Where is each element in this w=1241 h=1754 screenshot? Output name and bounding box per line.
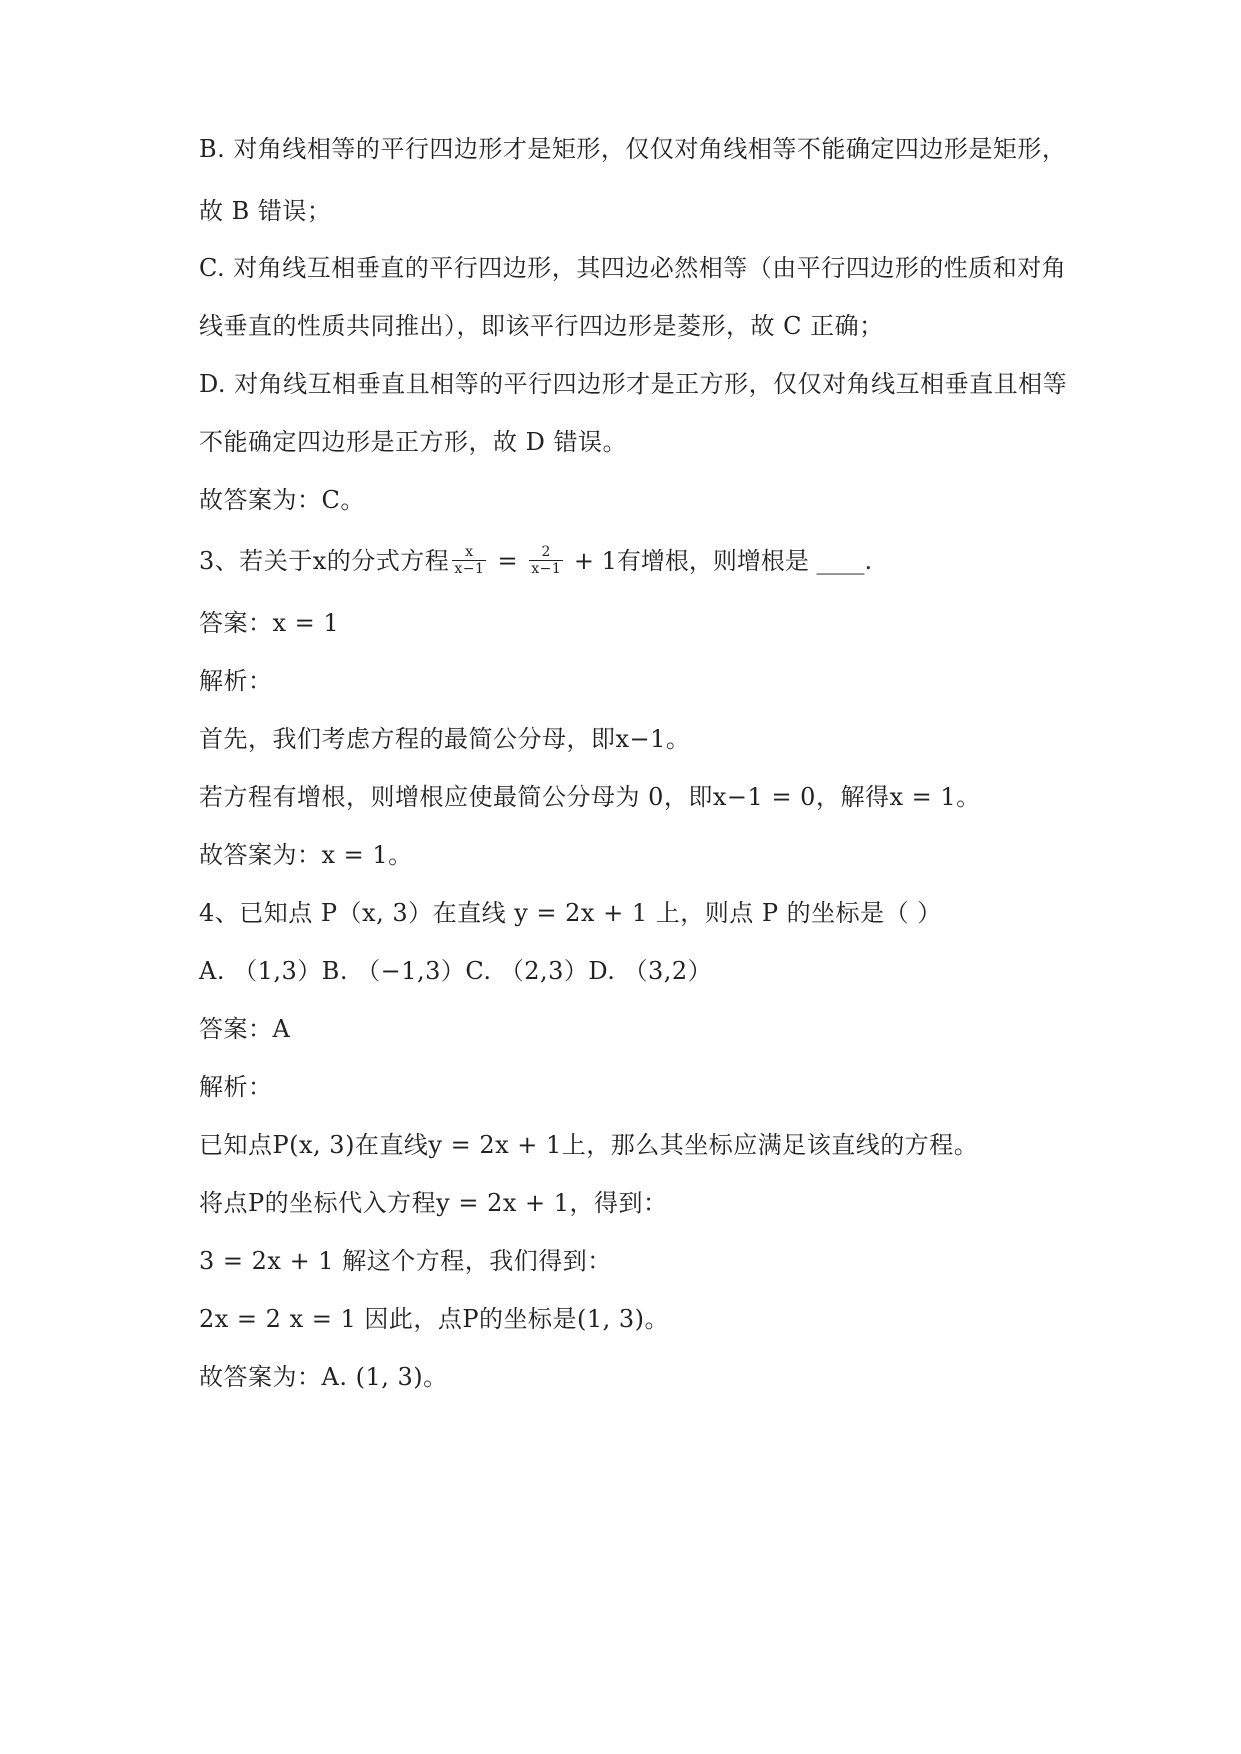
fraction-x-over-x-minus-1 bbox=[452, 544, 486, 577]
q4-analysis-step1: 已知点P(x, 3)在直线y = 2x + 1上，那么其坐标应满足该直线的方程。 bbox=[199, 1131, 979, 1159]
q4-options: A. （1,3）B. （−1,3）C. （2,3）D. （3,2） bbox=[199, 957, 713, 985]
q4-conclusion: 故答案为：A. (1, 3)。 bbox=[199, 1363, 448, 1391]
q4-analysis-step4: 2x = 2 x = 1 因此，点P的坐标是(1, 3)。 bbox=[199, 1305, 670, 1333]
q4-analysis-label: 解析： bbox=[199, 1073, 273, 1101]
question-4: 4、已知点 P（x, 3）在直线 y = 2x + 1 上，则点 P 的坐标是（ ） bbox=[199, 899, 942, 927]
question-3 bbox=[199, 545, 872, 579]
q3-conclusion: 故答案为：x = 1。 bbox=[199, 841, 413, 869]
fraction-denominator: x−1 bbox=[531, 561, 562, 577]
fraction-numerator: x bbox=[465, 544, 474, 560]
q3-answer: 答案：x = 1 bbox=[199, 609, 340, 637]
question-3-prefix: 3、若关于x的分式方程 bbox=[199, 547, 450, 575]
option-d-explanation-line2: 不能确定四边形是正方形，故 D 错误。 bbox=[199, 428, 627, 456]
q4-analysis-step3: 3 = 2x + 1 解这个方程，我们得到： bbox=[199, 1247, 612, 1275]
q3-analysis-step1: 首先，我们考虑方程的最简公分母，即x−1。 bbox=[199, 725, 691, 753]
fraction-denominator: x−1 bbox=[454, 561, 485, 577]
option-c-explanation-line2: 线垂直的性质共同推出），即该平行四边形是菱形，故 C 正确； bbox=[199, 312, 884, 340]
fraction-2-over-x-minus-1 bbox=[529, 544, 563, 577]
q3-analysis-step2: 若方程有增根，则增根应使最简公分母为 0，即x−1 = 0，解得x = 1。 bbox=[199, 783, 981, 811]
option-b-explanation-line1: B. 对角线相等的平行四边形才是矩形，仅仅对角线相等不能确定四边形是矩形， bbox=[199, 135, 1067, 163]
option-d-explanation-line1: D. 对角线互相垂直且相等的平行四边形才是正方形，仅仅对角线互相垂直且相等 bbox=[199, 370, 1068, 398]
q3-analysis-label: 解析： bbox=[199, 667, 273, 695]
option-c-explanation-line1: C. 对角线互相垂直的平行四边形，其四边必然相等（由平行四边形的性质和对角 bbox=[199, 254, 1067, 282]
equals-sign: = bbox=[489, 547, 527, 575]
q4-answer: 答案：A bbox=[199, 1015, 291, 1043]
option-b-explanation-line2: 故 B 错误； bbox=[199, 197, 332, 225]
question-3-suffix: + 1有增根，则增根是 ____. bbox=[566, 547, 873, 575]
q4-analysis-step2: 将点P的坐标代入方程y = 2x + 1，得到： bbox=[199, 1189, 668, 1217]
q2-conclusion: 故答案为：C。 bbox=[199, 486, 365, 514]
fraction-numerator: 2 bbox=[541, 544, 551, 560]
